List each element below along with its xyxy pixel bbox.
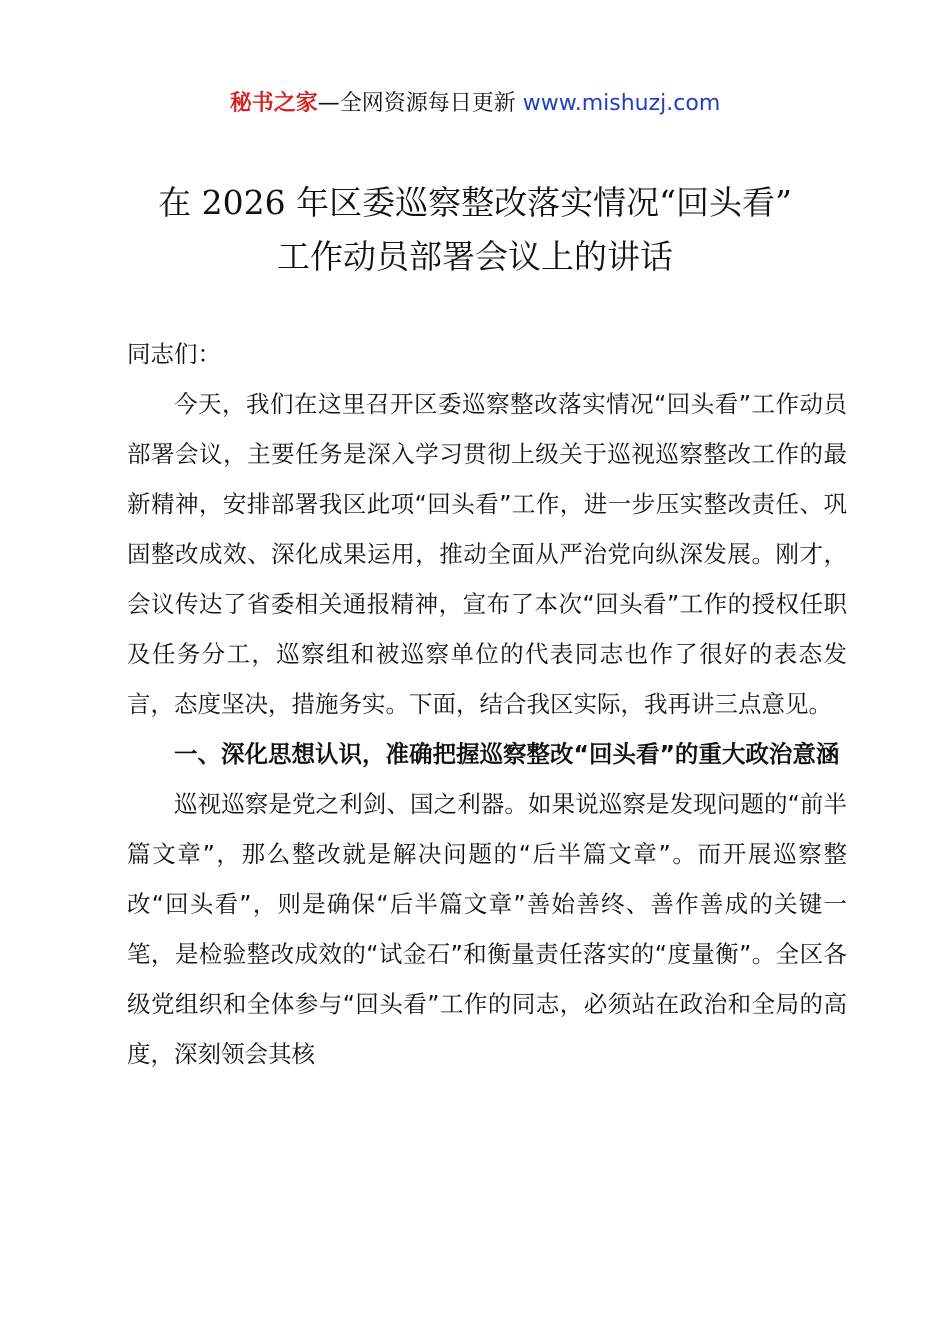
intro-paragraph: 今天，我们在这里召开区委巡察整改落实情况“回头看”工作动员部署会议，主要任务是深入学习贯彻上级关于巡视巡察整改工作的最新精神，安排部署我区此项“回头看”工作，进一步压实整改责任、巩固整改成效、深化成果运用，推动全面从严治党向纵深发展。刚才，会议传达了省委相关通报精神，宣布了本次“回头看”工作的授权任职及任务分工，巡察组和被巡察单位的代表同志也作了很好的表态发言，态度坚决，措施务实。下面，结合我区实际，我再讲三点意见。 xyxy=(127,390,847,718)
section-1-heading: 一、深化思想认识，准确把握巡察整改“回头看”的重大政治意涵 xyxy=(174,740,840,768)
salutation: 同志们： xyxy=(127,340,221,368)
site-banner xyxy=(0,88,950,120)
brand-name: 秘书之家 xyxy=(229,91,318,116)
title-line-2: 工作动员部署会议上的讲话 xyxy=(277,237,673,276)
banner-slogan: —全网资源每日更新 xyxy=(317,91,523,116)
document-title xyxy=(0,176,950,284)
title-line-1: 在 2026 年区委巡察整改落实情况“回头看” xyxy=(158,183,792,222)
site-url[interactable]: www.mishuzj.com xyxy=(522,91,721,116)
document-body xyxy=(127,329,847,1079)
section-1-paragraph: 巡视巡察是党之利剑、国之利器。如果说巡察是发现问题的“前半篇文章”，那么整改就是解决问题的“后半篇文章”。而开展巡察整改“回头看”，则是确保“后半篇文章”善始善终、善作善成的关键一笔，是检验整改成效的“试金石”和衡量责任落实的“度量衡”。全区各级党组织和全体参与“回头看”工作的同志，必须站在政治和全局的高度，深刻领会其核 xyxy=(127,790,847,1068)
